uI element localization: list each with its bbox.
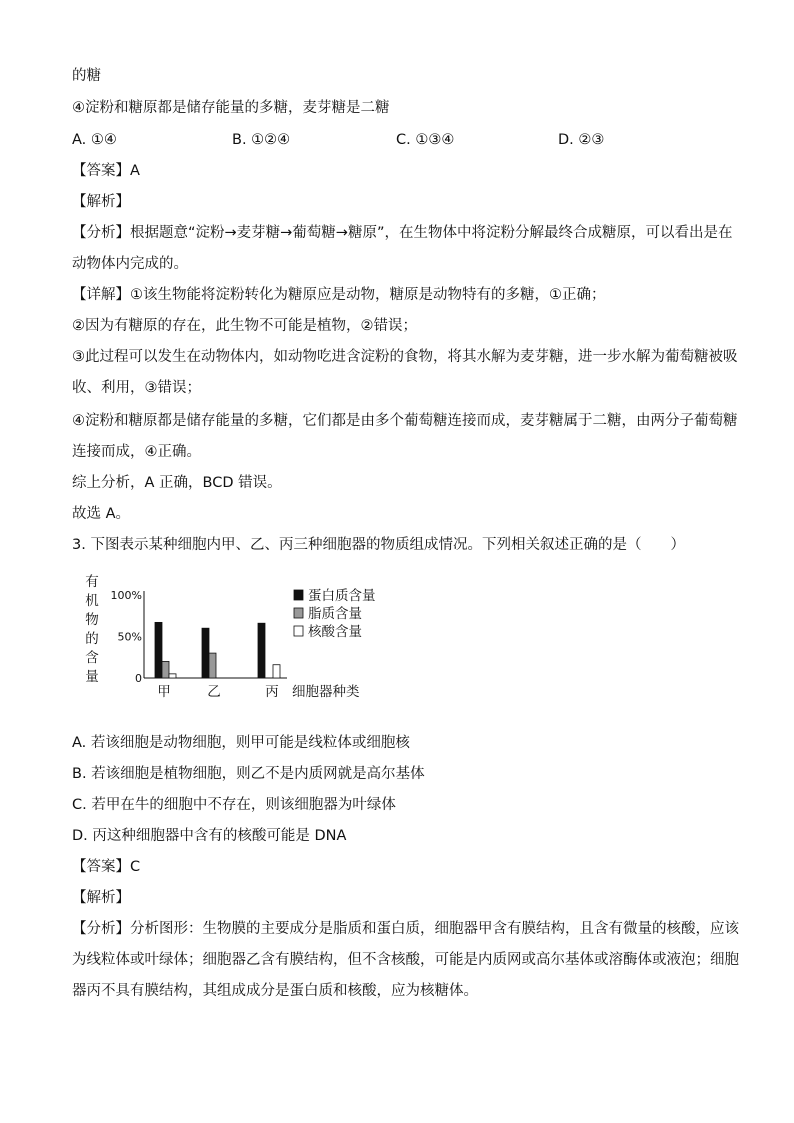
bar-蛋白质含量 xyxy=(258,623,265,678)
analysis-line: 器丙不具有膜结构，其组成成分是蛋白质和核酸，应为核糖体。 xyxy=(72,983,478,999)
bar-蛋白质含量 xyxy=(155,622,162,678)
option-b: B. ①②④ xyxy=(232,132,291,148)
analysis-line: 连接而成，④正确。 xyxy=(72,444,201,460)
y-ticks xyxy=(111,589,142,685)
bar-核酸含量 xyxy=(273,665,280,678)
y-axis-label-char: 的 xyxy=(85,631,99,647)
x-category-label: 乙 xyxy=(207,684,221,700)
x-categories xyxy=(157,683,360,700)
bar-脂质含量 xyxy=(209,653,216,678)
bar-脂质含量 xyxy=(162,661,169,678)
analysis-line: ②因为有糖原的存在，此生物不可能是植物，②错误； xyxy=(72,318,417,334)
y-axis-label-char: 量 xyxy=(85,669,99,685)
x-category-label: 丙 xyxy=(265,684,279,700)
answer-label: 【答案】A xyxy=(72,163,140,179)
y-axis-label-char: 物 xyxy=(85,612,99,628)
analysis-line: 故选 A。 xyxy=(72,506,131,522)
legend-label: 脂质含量 xyxy=(308,606,362,622)
bars xyxy=(155,622,280,678)
option-c: C. ①③④ xyxy=(396,132,455,148)
bar-核酸含量 xyxy=(169,674,176,678)
y-axis-label-char: 含 xyxy=(85,650,99,666)
analysis-line: 动物体内完成的。 xyxy=(72,256,188,272)
text-line: 的糖 xyxy=(72,68,101,84)
option-a: A. ①④ xyxy=(72,132,117,148)
question-stem: 3. 下图表示某种细胞内甲、乙、丙三种细胞器的物质组成情况。下列相关叙述正确的是（ ） xyxy=(72,537,685,553)
y-axis-label-char: 机 xyxy=(85,593,99,609)
bar-chart xyxy=(72,570,392,705)
legend-swatch xyxy=(294,590,303,600)
analysis-line: ④淀粉和糖原都是储存能量的多糖，它们都是由多个葡萄糖连接而成，麦芽糖属于二糖，由两分子葡萄糖 xyxy=(72,413,738,429)
option-d: D. 丙这种细胞器中含有的核酸可能是 DNA xyxy=(72,828,347,844)
analysis-line: 【分析】根据题意“淀粉→麦芽糖→葡萄糖→糖原”，在生物体中将淀粉分解最终合成糖原，可以看出是在 xyxy=(72,225,733,241)
legend-swatch xyxy=(294,626,303,636)
text-line: ④淀粉和糖原都是储存能量的多糖，麦芽糖是二糖 xyxy=(72,100,390,116)
analysis-label: 【解析】 xyxy=(72,890,130,906)
analysis-line: ③此过程可以发生在动物体内，如动物吃进含淀粉的食物，将其水解为麦芽糖，进一步水解为葡萄糖被吸 xyxy=(72,349,738,365)
analysis-line: 【分析】分析图形：生物膜的主要成分是脂质和蛋白质，细胞器甲含有膜结构，且含有微量的核酸，应该 xyxy=(72,921,739,937)
analysis-line: 收、利用，③错误； xyxy=(72,380,201,396)
bar-蛋白质含量 xyxy=(202,628,209,678)
x-axis-label: 细胞器种类 xyxy=(292,684,360,700)
x-category-label: 甲 xyxy=(157,684,171,700)
legend xyxy=(294,588,376,640)
option-a: A. 若该细胞是动物细胞，则甲可能是线粒体或细胞核 xyxy=(72,735,410,751)
y-axis-label xyxy=(85,574,99,685)
option-d: D. ②③ xyxy=(558,132,605,148)
y-tick-label: 0 xyxy=(135,672,142,685)
legend-label: 核酸含量 xyxy=(308,624,362,640)
answer-label: 【答案】C xyxy=(72,859,141,875)
y-tick-label: 100% xyxy=(110,589,142,602)
analysis-line: 综上分析，A 正确，BCD 错误。 xyxy=(72,475,282,491)
legend-swatch xyxy=(294,608,303,618)
analysis-line: 为线粒体或叶绿体；细胞器乙含有膜结构，但不含核酸，可能是内质网或高尔基体或溶酶体或液泡；细胞 xyxy=(72,952,739,968)
option-b: B. 若该细胞是植物细胞，则乙不是内质网就是高尔基体 xyxy=(72,766,425,782)
option-c: C. 若甲在牛的细胞中不存在，则该细胞器为叶绿体 xyxy=(72,797,396,813)
analysis-line: 【详解】①该生物能将淀粉转化为糖原应是动物，糖原是动物特有的多糖，①正确； xyxy=(72,287,606,303)
analysis-label: 【解析】 xyxy=(72,194,130,210)
y-tick-label: 50% xyxy=(117,630,142,644)
legend-label: 蛋白质含量 xyxy=(308,588,376,604)
y-axis-label-char: 有 xyxy=(85,574,99,590)
